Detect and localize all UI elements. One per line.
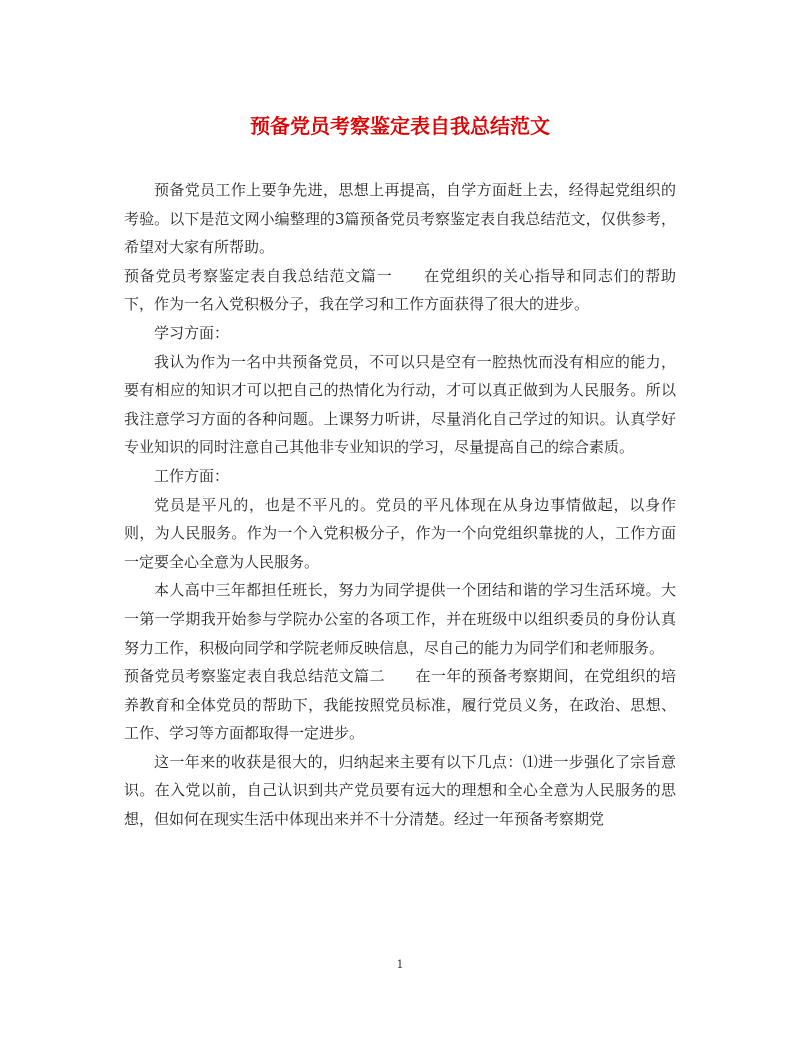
paragraph-study-body: 我认为作为一名中共预备党员，不可以只是空有一腔热忱而没有相应的能力，要有相应的知识才可以把自己的热情化为行动，才可以真正做到为人民服务。所以我注意学习方面的各种问题。上课努力听讲，尽量消化自己学过的知识。认真学好专业知识的同时注意自己其他非专业知识的学习，尽量提高自己的综合素质。 <box>124 352 676 457</box>
page-number: 1 <box>396 958 404 971</box>
paragraph-experience: 本人高中三年都担任班长，努力为同学提供一个团结和谐的学习生活环境。大一第一学期我开始参与学院办公室的各项工作，并在班级中以组织委员的身份认真努力工作，积极向同学和学院老师反映信息，尽自己的能力为同学们和老师服务。 <box>124 581 676 657</box>
paragraph-work-heading: 工作方面： <box>154 466 230 485</box>
paragraph-part-one-heading: 预备党员考察鉴定表自我总结范文篇一 在党组织的关心指导和同志们的帮助下，作为一名入党积极分子，我在学习和工作方面获得了很大的进步。 <box>124 266 676 314</box>
document-title: 预备党员考察鉴定表自我总结范文 <box>250 114 550 138</box>
paragraph-gains: 这一年来的收获是很大的，归纳起来主要有以下几点：⑴进一步强化了宗旨意识。在入党以前，自己认识到共产党员要有远大的理想和全心全意为人民服务的思想，但如何在现实生活中体现出来并不十分清楚。经过一年预备考察期党 <box>124 752 676 829</box>
paragraph-study-heading: 学习方面： <box>154 323 230 342</box>
paragraph-intro: 预备党员工作上要争先进，思想上再提高，自学方面赶上去，经得起党组织的考验。以下是范文网小编整理的3篇预备党员考察鉴定表自我总结范文，仅供参考，希望对大家有所帮助。 <box>124 181 676 257</box>
document-body <box>124 176 676 834</box>
paragraph-work-body: 党员是平凡的，也是不平凡的。党员的平凡体现在从身边事情做起，以身作则，为人民服务。作为一个入党积极分子，作为一个向党组织靠拢的人，工作方面一定要全心全意为人民服务。 <box>124 495 676 571</box>
paragraph-part-two-heading: 预备党员考察鉴定表自我总结范文篇二 在一年的预备考察期间，在党组织的培养教育和全体党员的帮助下，我能按照党员标准，履行党员义务，在政治、思想、工作、学习等方面都取得一定进步。 <box>124 667 676 743</box>
